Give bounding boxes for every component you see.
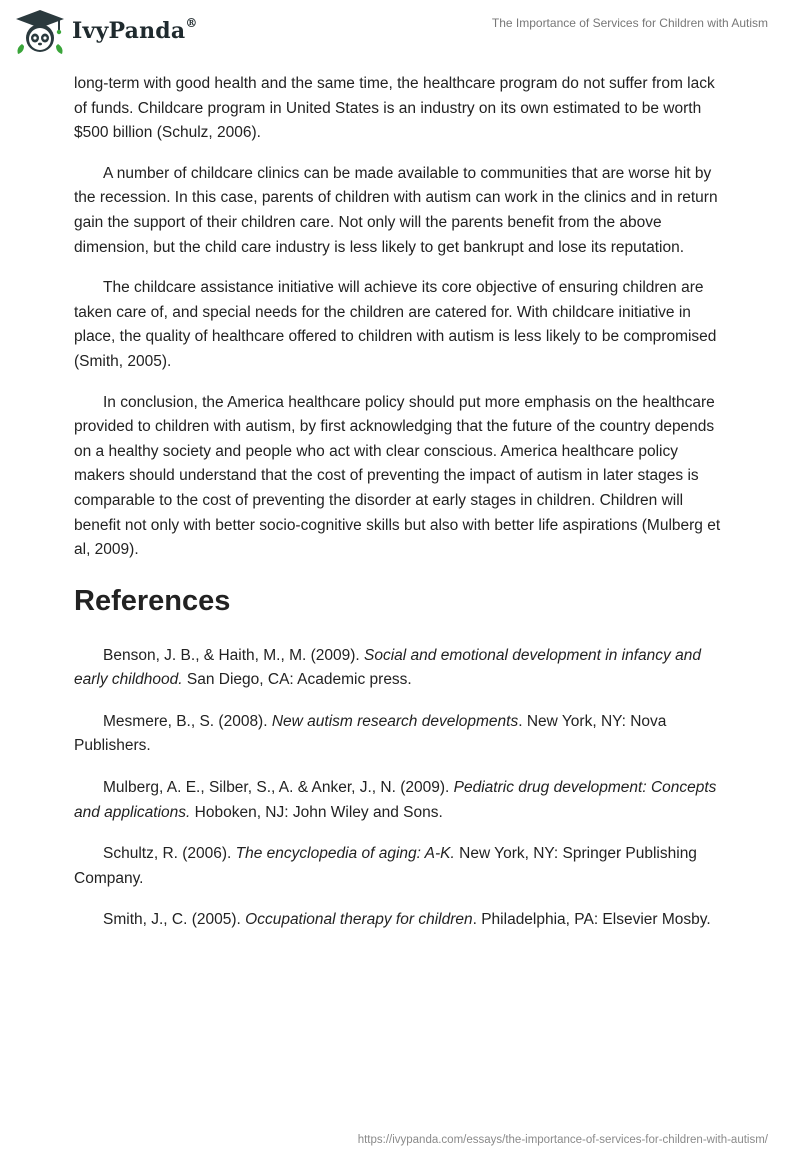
reference-entry: Schultz, R. (2006). The encyclopedia of aging: A-K. New York, NY: Springer Publishing Company. xyxy=(74,845,697,887)
reference-title: The encyclopedia of aging: A-K. xyxy=(235,845,455,863)
reference-entry: Mulberg, A. E., Silber, S., A. & Anker, J., N. (2009). Pediatric drug development: Concepts and applications. Hoboken, NJ: John Wiley and Sons. xyxy=(74,779,717,821)
paragraph: In conclusion, the America healthcare policy should put more emphasis on the healthcare provided to children with autism, by first acknowledging that the future of the country depends on a healthy society and people who act with clear conscious. America healthcare policy makers should understand that the cost of preventing the impact of autism in later stages is comparable to the cost of preventing the disorder at early stages in children. Children will benefit not only with better socio-cognitive skills but also with better life aspirations (Mulberg et al, 2009). xyxy=(74,393,721,559)
paragraph: The childcare assistance initiative will achieve its core objective of ensuring children are taken care of, and special needs for the children are catered for. With childcare initiative in place, the quality of healthcare offered to children with autism is less likely to be compromised (Smith, 2005). xyxy=(74,279,717,370)
reference-entry: Smith, J., C. (2005). Occupational therapy for children. Philadelphia, PA: Elsevier Mosby. xyxy=(103,911,711,929)
page-header xyxy=(0,0,800,70)
references-heading: References xyxy=(74,584,231,617)
registered-mark: ® xyxy=(185,16,198,30)
reference-title: Pediatric drug development: Concepts and applications. xyxy=(74,779,717,821)
document-title: The Importance of Services for Children with Autism xyxy=(491,16,768,30)
ivypanda-logo[interactable] xyxy=(14,8,198,54)
paragraph: A number of childcare clinics can be made available to communities that are worse hit by the recession. In this case, parents of children with autism can work in the clinics and in return gain the support of their children care. Not only will the parents benefit from the above dimension, but the child care industry is less likely to get bankrupt and lose its reputation. xyxy=(74,164,718,256)
essay-body xyxy=(74,72,724,950)
reference-entry: Benson, J. B., & Haith, M., M. (2009). Social and emotional development in infancy and early childhood. San Diego, CA: Academic press. xyxy=(74,646,701,689)
reference-title: New autism research developments xyxy=(271,712,519,730)
paragraph: long-term with good health and the same time, the healthcare program do not suffer from lack of funds. Childcare program in United States is an industry on its own estimated to be worth $500 billion (Schulz, 2006). xyxy=(74,75,715,142)
panda-graduate-icon xyxy=(14,8,66,54)
reference-entry: Mesmere, B., S. (2008). New autism research developments. New York, NY: Nova Publishers. xyxy=(74,712,667,755)
reference-title: Occupational therapy for children xyxy=(245,911,473,929)
logo-wordmark: IvyPanda® xyxy=(72,16,198,44)
reference-title: Social and emotional development in infancy and early childhood. xyxy=(74,646,701,689)
source-url-link[interactable]: https://ivypanda.com/essays/the-importance-of-services-for-children-with-autism/ xyxy=(357,1134,768,1146)
